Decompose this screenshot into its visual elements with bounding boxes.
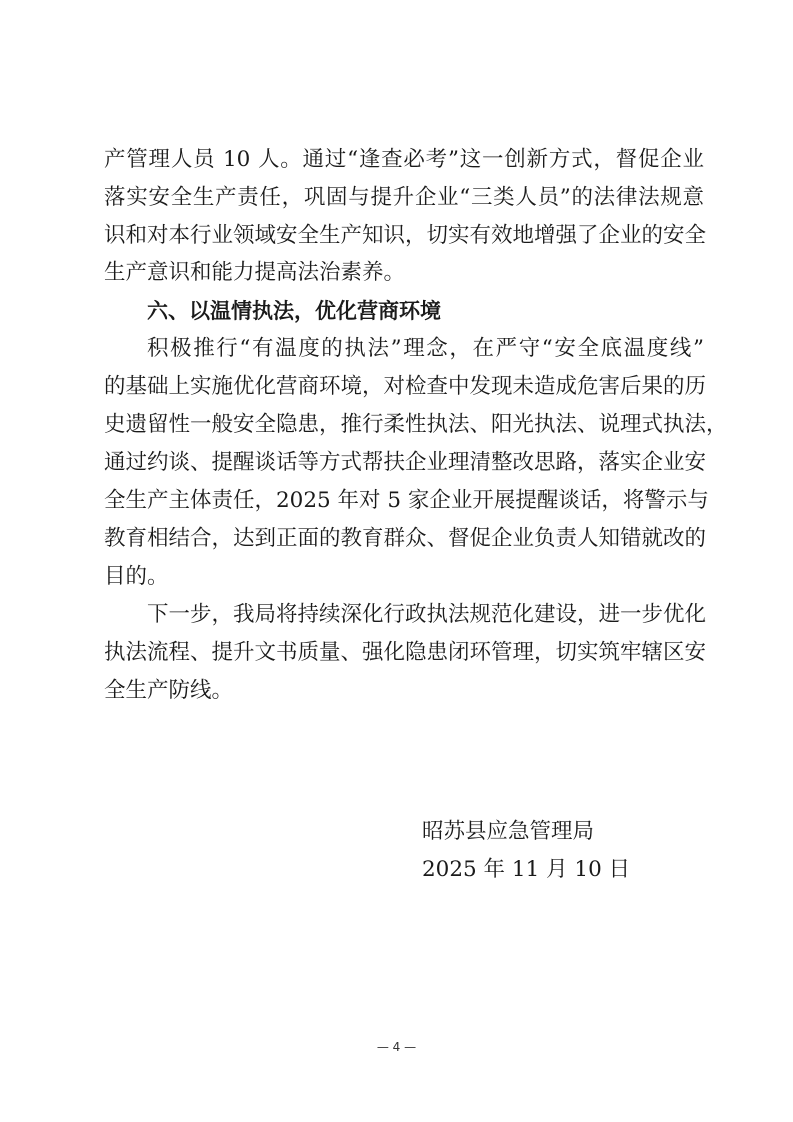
page-number: — 4 — [376,1040,417,1054]
body-line: 识和对本行业领域安全生产知识，切实有效地增强了企业的安全 [104,223,707,248]
body-line: 目的。 [104,564,169,589]
body-line: 通过约谈、提醒谈话等方式帮扶企业理清整改思路，落实企业安 [104,450,707,475]
body-line: 执法流程、提升文书质量、强化隐患闭环管理，切实筑牢辖区安 [104,640,707,665]
body-line: 落实安全生产责任，巩固与提升企业“三类人员”的法律法规意 [104,185,704,210]
section-heading: 六、以温情执法，优化营商环境 [147,299,441,323]
body-line: 全生产防线。 [104,678,234,703]
body-line: 教育相结合，达到正面的教育群众、督促企业负责人知错就改的 [104,526,707,551]
body-line: 史遗留性一般安全隐患，推行柔性执法、阳光执法、说理式执法， [104,412,728,437]
body-line: 全生产主体责任，2025 年对 5 家企业开展提醒谈话，将警示与 [104,488,709,513]
body-line: 积极推行“有温度的执法”理念，在严守“安全底温度线” [147,336,704,361]
body-line: 下一步，我局将持续深化行政执法规范化建设，进一步优化 [147,602,707,627]
body-line: 生产意识和能力提高法治素养。 [104,260,406,285]
signature-date: 2025 年 11 月 10 日 [422,857,631,882]
signature-org: 昭苏县应急管理局 [422,819,595,844]
body-line: 产管理人员 10 人。通过“逢查必考”这一创新方式，督促企业 [104,147,704,172]
body-line: 的基础上实施优化营商环境，对检查中发现未造成危害后果的历 [104,374,707,399]
